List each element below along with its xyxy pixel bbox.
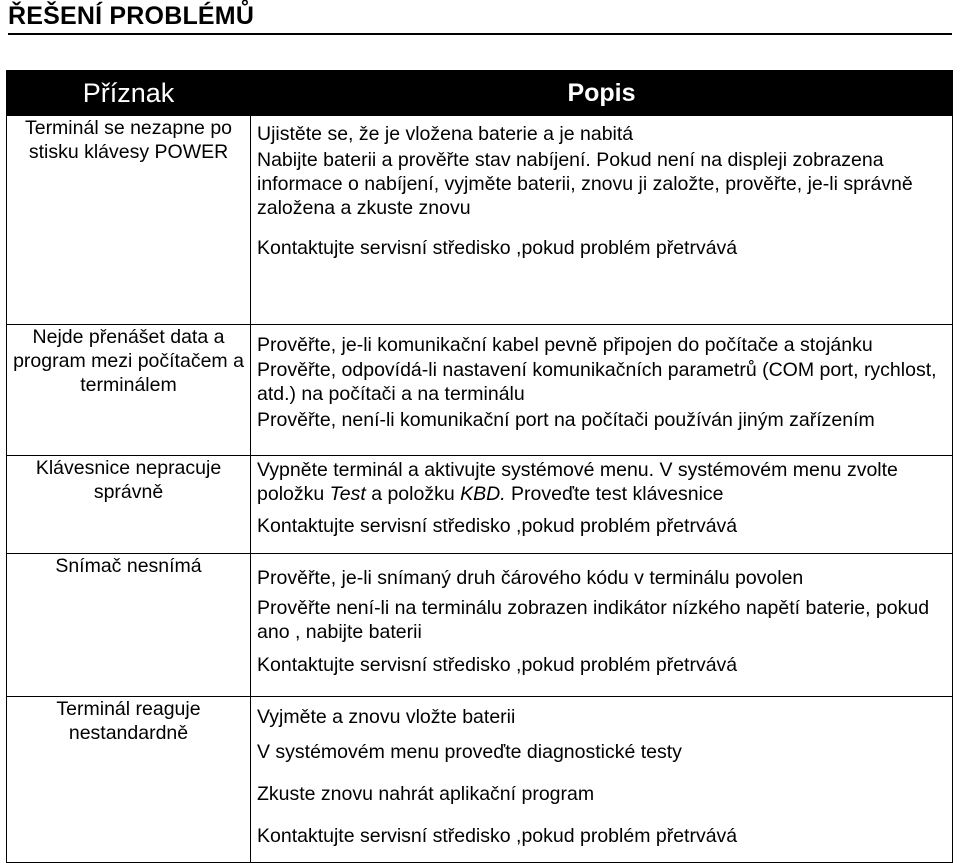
header-symptom: Příznak [7, 71, 251, 116]
description-item: Prověřte, je-li komunikační kabel pevně připojen do počítače a stojánku [257, 334, 873, 356]
menu-item-kbd: KBD. [460, 483, 506, 505]
description-item: Prověřte, je-li snímaný druh čárového kódu v terminálu povolen [257, 567, 804, 589]
description-item: Nabijte baterii a prověřte stav nabíjení. Pokud není na displeji zobrazena informace o nabíjení, vyjměte baterii, znovu ji založte, prověřte, je-li správně založena a zkuste znovu [257, 149, 913, 219]
symptom-cell: Snímač nesnímá [7, 554, 251, 697]
menu-item-test: Test [329, 483, 366, 505]
symptom-cell: Terminál reaguje nestandardně [7, 697, 251, 863]
description-item: Ujistěte se, že je vložena baterie a je nabitá [257, 123, 634, 145]
symptom-cell: Klávesnice nepracuje správně [7, 456, 251, 554]
description-item: Kontaktujte servisní středisko ,pokud problém přetrvává [257, 825, 738, 847]
description-item: Prověřte není-li na terminálu zobrazen indikátor nízkého napětí baterie, pokud ano , nabijte baterii [257, 597, 930, 643]
page-title: ŘEŠENÍ PROBLÉMŮ [8, 2, 255, 30]
header-description: Popis [251, 71, 953, 116]
description-cell [251, 116, 953, 325]
description-cell [251, 697, 953, 863]
description-item: V systémovém menu proveďte diagnostické testy [257, 741, 682, 763]
description-item: Prověřte, odpovídá-li nastavení komunikačních parametrů (COM port, rychlost, atd.) na počítači a na terminálu [257, 359, 937, 405]
table-header-row [7, 71, 953, 116]
description-cell [251, 554, 953, 697]
description-cell [251, 456, 953, 554]
text-fragment: Proveďte test klávesnice [505, 483, 724, 505]
description-item: Prověřte, není-li komunikační port na počítači používán jiným zařízením [257, 409, 875, 431]
description-item: Kontaktujte servisní středisko ,pokud problém přetrvává [257, 237, 738, 259]
description-item: Kontaktujte servisní středisko ,pokud problém přetrvává [257, 654, 738, 676]
symptom-cell: Nejde přenášet data a program mezi počítačem a terminálem [7, 325, 251, 456]
description-item: Zkuste znovu nahrát aplikační program [257, 783, 595, 805]
table-row [7, 697, 953, 863]
description-item: Vyjměte a znovu vložte baterii [257, 706, 516, 728]
title-underline [8, 33, 952, 35]
text-fragment: a položku [365, 483, 461, 505]
description-item [251, 456, 952, 508]
table-row [7, 456, 953, 554]
troubleshooting-table [6, 70, 953, 863]
table-row [7, 325, 953, 456]
table-row [7, 554, 953, 697]
description-item: Kontaktujte servisní středisko ,pokud problém přetrvává [257, 515, 738, 537]
text-fragment: Vypněte terminál a aktivujte systémové menu. V systémovém menu zvolte položku [257, 459, 898, 505]
description-cell [251, 325, 953, 456]
table-row [7, 116, 953, 325]
symptom-cell: Terminál se nezapne po stisku klávesy POWER [7, 116, 251, 325]
